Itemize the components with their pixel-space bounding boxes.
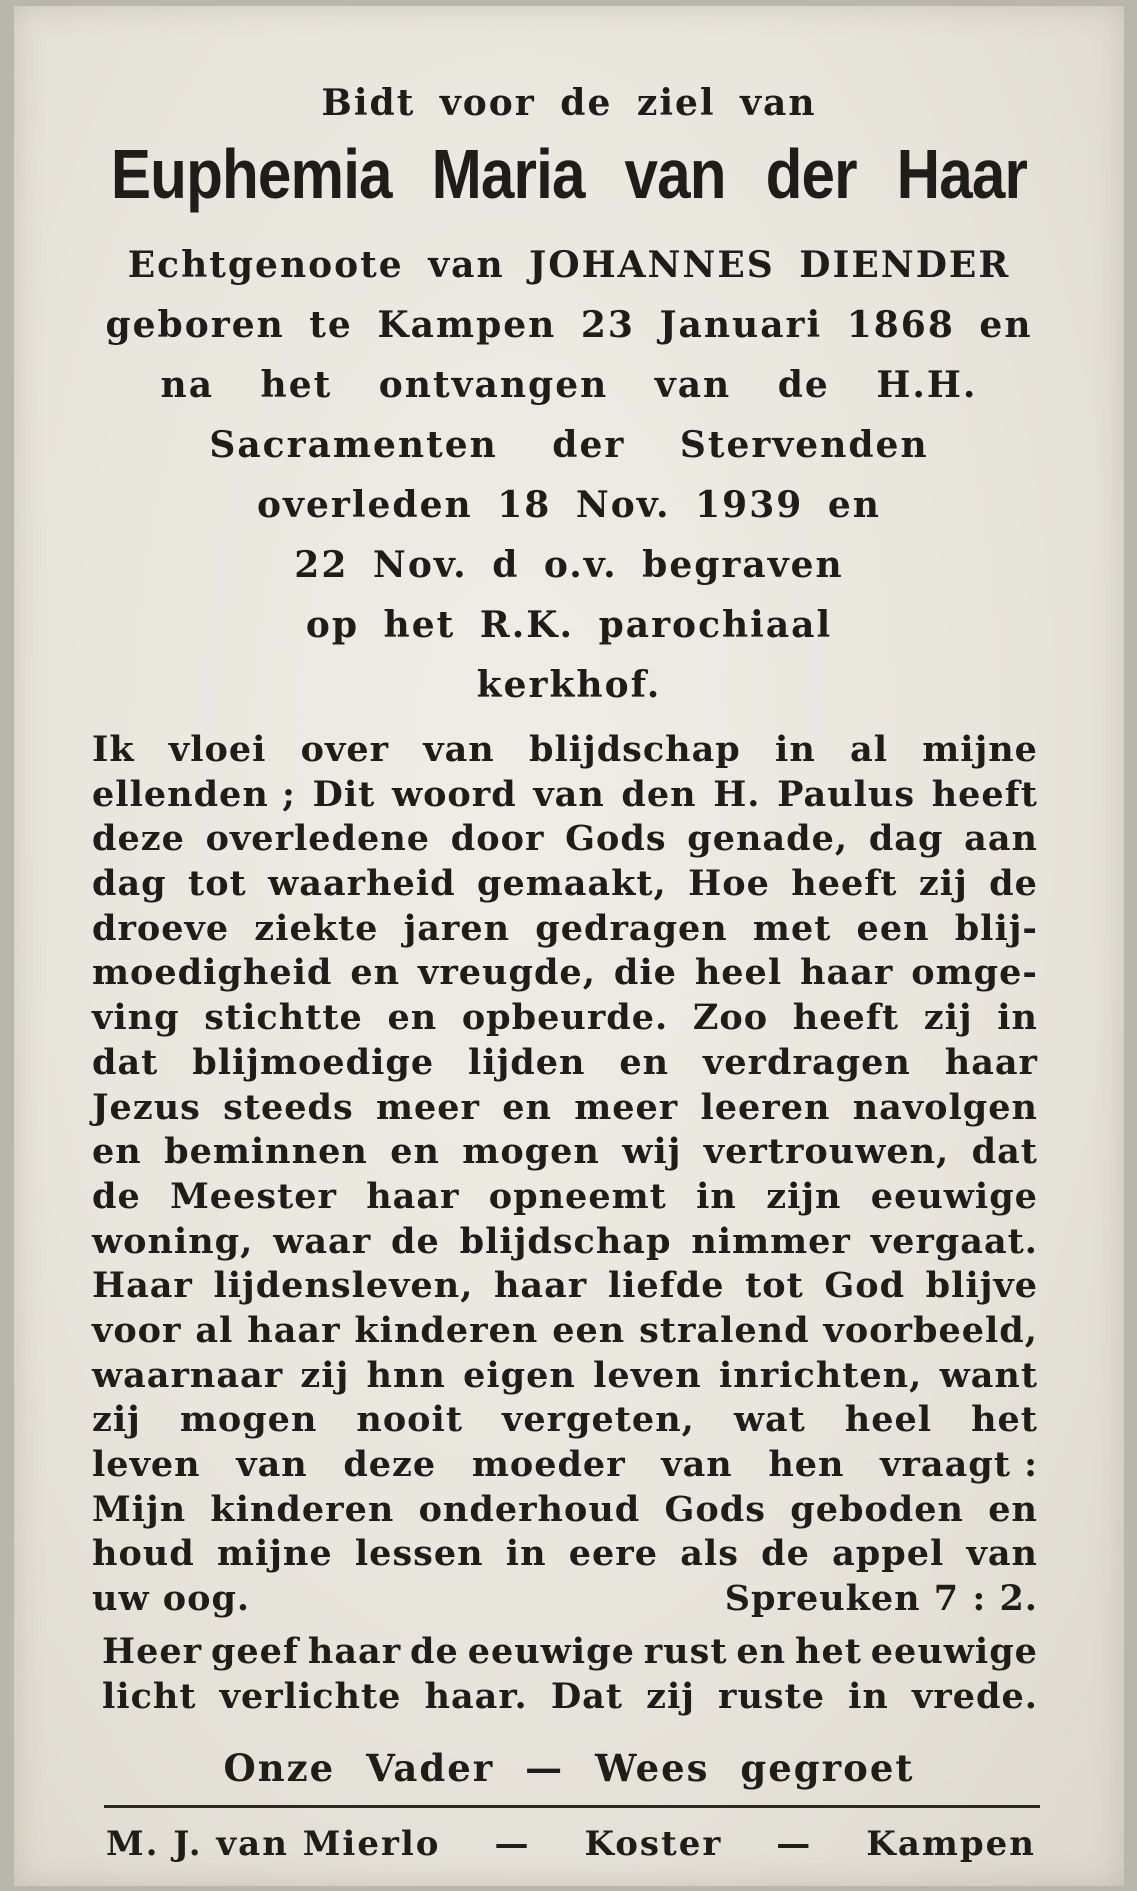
- text-word: liefde: [607, 1265, 725, 1307]
- text-word: de: [391, 1220, 440, 1262]
- text-word: blijve: [925, 1265, 1038, 1307]
- memorial-text: [92, 728, 1038, 1622]
- text-word: hnn: [366, 1354, 446, 1396]
- text-word: Hoe: [688, 863, 770, 905]
- footer-part: —: [776, 1824, 813, 1864]
- closing-word: eeuwige: [870, 1631, 1038, 1672]
- closing-word: ruste: [718, 1675, 826, 1717]
- text-word: en: [988, 1488, 1038, 1530]
- text-word: mijne: [922, 729, 1038, 770]
- text-word: opneemt: [488, 1175, 667, 1217]
- intro-line: Bidt voor de ziel van: [321, 82, 817, 124]
- text-word: in: [696, 1175, 737, 1217]
- text-word: heeft: [791, 863, 898, 905]
- closing-word: haar: [307, 1631, 402, 1672]
- text-word: gemaakt,: [477, 863, 667, 905]
- text-word: lijdensleven,: [213, 1265, 474, 1307]
- sacraments-line: Sacramenten der Stervenden: [209, 424, 929, 466]
- closing-word: vrede.: [911, 1675, 1038, 1717]
- closing-prayer: [102, 1630, 1038, 1719]
- text-line: [92, 1086, 1038, 1131]
- text-word: den: [621, 773, 697, 815]
- text-word: houd: [92, 1533, 195, 1575]
- text-word: blijdschap: [528, 729, 741, 770]
- closing-word: in: [848, 1675, 889, 1717]
- text-word: omge-: [911, 952, 1038, 994]
- footer: [106, 1824, 1036, 1864]
- text-word: Spreuken 7 : 2.: [724, 1578, 1038, 1620]
- text-word: over: [300, 729, 390, 770]
- text-line: [92, 1309, 1038, 1354]
- text-word: vergaat.: [870, 1220, 1038, 1262]
- closing-word: en: [736, 1631, 787, 1672]
- text-word: waar: [273, 1220, 372, 1262]
- closing-word: het: [795, 1631, 862, 1672]
- text-word: dag: [868, 818, 944, 860]
- text-word: inrichten,: [719, 1354, 923, 1396]
- text-word: Dit: [312, 773, 376, 815]
- text-word: vertrouwen,: [703, 1131, 950, 1173]
- text-line: [92, 862, 1038, 907]
- text-word: van: [423, 729, 495, 770]
- text-word: zijn: [766, 1175, 842, 1217]
- text-word: droeve: [92, 907, 230, 949]
- text-word: heel: [694, 952, 783, 994]
- text-word: nooit: [356, 1399, 463, 1441]
- footer-part: —: [494, 1824, 531, 1864]
- text-word: deze: [343, 1444, 437, 1485]
- text-word: hen: [768, 1444, 845, 1485]
- text-word: woning,: [92, 1220, 254, 1262]
- text-word: meer: [574, 1086, 679, 1128]
- footer-part: M. J. van Mierlo: [106, 1824, 441, 1864]
- text-word: mijne: [216, 1533, 333, 1575]
- text-word: Gods: [565, 818, 667, 860]
- text-word: waarnaar: [92, 1354, 284, 1396]
- text-word: de: [92, 1175, 141, 1217]
- text-word: haar: [247, 1309, 341, 1351]
- text-word: ziekte: [254, 907, 379, 949]
- text-word: Haar: [92, 1265, 193, 1307]
- text-word: dat: [92, 1041, 159, 1083]
- text-line: [92, 817, 1038, 862]
- text-word: meer: [375, 1086, 480, 1128]
- text-word: voorbeeld,: [823, 1309, 1038, 1351]
- text-word: geboden: [790, 1488, 964, 1530]
- text-word: God: [824, 1265, 906, 1307]
- text-line: [92, 1175, 1038, 1220]
- text-line: [92, 1488, 1038, 1533]
- text-word: vergeten,: [501, 1399, 695, 1441]
- closing-word: haar.: [424, 1675, 528, 1717]
- closing-line: [102, 1630, 1038, 1675]
- text-word: onderhoud: [418, 1488, 641, 1530]
- text-line: [92, 773, 1038, 818]
- closing-word: Heer: [102, 1631, 203, 1672]
- text-word: van: [533, 773, 605, 815]
- closing-word: geef: [210, 1631, 300, 1672]
- text-word: eigen: [463, 1354, 576, 1396]
- closing-word: rust: [643, 1631, 728, 1672]
- text-word: ving: [92, 997, 180, 1039]
- text-word: aan: [964, 818, 1038, 860]
- text-word: mogen: [462, 1131, 600, 1173]
- text-word: het: [971, 1399, 1038, 1441]
- text-line: [92, 1398, 1038, 1443]
- text-word: navolgen: [852, 1086, 1038, 1128]
- text-word: kinderen: [354, 1309, 539, 1351]
- text-word: zij: [92, 1399, 141, 1441]
- text-word: heeft: [792, 997, 900, 1039]
- text-word: van: [966, 1533, 1038, 1575]
- text-line: [92, 1577, 1038, 1622]
- text-word: gedragen: [535, 907, 728, 949]
- text-word: de: [989, 863, 1038, 905]
- text-word: waarheid: [268, 863, 456, 905]
- text-word: en: [387, 997, 438, 1039]
- text-word: die: [613, 952, 677, 994]
- text-word: stichtte: [204, 997, 363, 1039]
- text-word: steeds: [223, 1086, 354, 1128]
- text-word: dag: [92, 863, 167, 905]
- text-word: en: [92, 1131, 142, 1173]
- text-word: tot: [188, 863, 247, 905]
- text-word: eeuwige: [870, 1175, 1038, 1217]
- text-word: ellenden ;: [92, 773, 296, 815]
- footer-part: Kampen: [866, 1824, 1036, 1864]
- closing-word: licht: [102, 1675, 197, 1717]
- text-word: moedigheid: [92, 952, 333, 994]
- text-word: kinderen: [210, 1488, 395, 1530]
- text-word: de: [761, 1533, 810, 1575]
- received-line: na het ontvangen van de H.H.: [160, 364, 978, 406]
- text-word: vloei: [168, 729, 267, 770]
- place-line: op het R.K. parochiaal: [305, 604, 833, 646]
- text-word: en: [619, 1041, 670, 1083]
- text-word: heel: [844, 1399, 933, 1441]
- text-word: moeder: [471, 1444, 626, 1485]
- text-word: en: [502, 1086, 552, 1128]
- text-word: Paulus: [777, 773, 916, 815]
- closing-line: [102, 1675, 1038, 1720]
- divider-rule: [104, 1805, 1040, 1808]
- spouse-line: Echtgenoote van JOHANNES DIENDER: [127, 244, 1011, 286]
- text-word: van: [236, 1444, 308, 1485]
- text-word: blij-: [954, 907, 1038, 949]
- text-word: verdragen: [703, 1041, 911, 1083]
- text-word: haar: [493, 1265, 588, 1307]
- text-word: in: [997, 997, 1038, 1039]
- text-word: al: [850, 729, 888, 770]
- text-word: een: [552, 1309, 626, 1351]
- text-word: jaren: [403, 907, 511, 949]
- text-word: nimmer: [691, 1220, 851, 1262]
- text-word: voor: [92, 1309, 182, 1351]
- text-word: een: [856, 907, 930, 949]
- text-word: wij: [622, 1131, 682, 1173]
- text-word: zij: [300, 1354, 350, 1396]
- text-word: overledene: [205, 818, 431, 860]
- text-word: deze: [92, 818, 185, 860]
- text-word: en: [350, 952, 401, 994]
- text-word: H.: [713, 773, 761, 815]
- memorial-card: [14, 6, 1124, 1886]
- text-word: lessen: [354, 1533, 484, 1575]
- text-word: van: [661, 1444, 733, 1485]
- text-line: [92, 1041, 1038, 1086]
- text-word: Zoo: [692, 997, 769, 1039]
- birth-line: geboren te Kampen 23 Januari 1868 en: [105, 304, 1033, 346]
- text-word: mogen: [179, 1399, 318, 1441]
- deceased-name: Euphemia Maria van der Haar: [110, 135, 1028, 213]
- text-word: leeren: [700, 1086, 831, 1128]
- text-word: haar: [800, 952, 894, 994]
- text-line: [92, 1443, 1038, 1488]
- text-word: in: [505, 1533, 547, 1575]
- text-word: al: [195, 1309, 234, 1351]
- text-word: stralend: [639, 1309, 810, 1351]
- text-word: wat: [733, 1399, 806, 1441]
- prayers-line: Onze Vader — Wees gegroet: [223, 1746, 915, 1790]
- text-word: woord: [391, 773, 517, 815]
- text-word: want: [939, 1354, 1038, 1396]
- text-line: [92, 1130, 1038, 1175]
- text-line: [92, 1264, 1038, 1309]
- text-line: [92, 1354, 1038, 1399]
- text-word: leven: [92, 1444, 201, 1485]
- death-line: overleden 18 Nov. 1939 en: [257, 484, 881, 526]
- place-line-2: kerkhof.: [476, 664, 662, 706]
- text-word: lijden: [468, 1041, 586, 1083]
- text-word: appel: [832, 1533, 945, 1575]
- text-line: [92, 907, 1038, 952]
- text-word: leven: [593, 1354, 702, 1396]
- text-line: [92, 1220, 1038, 1265]
- text-word: uw oog.: [92, 1578, 251, 1620]
- text-word: opbeurde.: [461, 997, 669, 1039]
- text-word: beminnen: [164, 1131, 368, 1173]
- text-word: Gods: [664, 1488, 766, 1530]
- text-word: haar: [944, 1041, 1038, 1083]
- text-word: door: [450, 818, 545, 860]
- text-word: haar: [366, 1175, 460, 1217]
- text-line: [92, 1532, 1038, 1577]
- text-word: zij: [923, 997, 973, 1039]
- burial-line: 22 Nov. d o.v. begraven: [294, 544, 844, 586]
- text-word: Ik: [92, 729, 135, 770]
- closing-word: eeuwige: [467, 1631, 635, 1672]
- text-word: Jezus: [92, 1086, 201, 1128]
- closing-word: de: [410, 1631, 459, 1672]
- text-word: eere: [568, 1533, 659, 1575]
- text-word: met: [752, 907, 832, 949]
- text-word: als: [680, 1533, 739, 1575]
- text-word: heeft: [931, 773, 1038, 815]
- closing-word: verlichte: [219, 1675, 402, 1717]
- text-line: [92, 728, 1038, 773]
- closing-word: Dat: [550, 1675, 624, 1717]
- text-word: blijdschap: [459, 1220, 672, 1262]
- text-word: tot: [745, 1265, 804, 1307]
- text-word: blijmoedige: [192, 1041, 435, 1083]
- closing-word: zij: [646, 1675, 695, 1717]
- text-word: dat: [971, 1131, 1038, 1173]
- text-word: zij: [918, 863, 968, 905]
- footer-part: Koster: [584, 1824, 723, 1864]
- text-line: [92, 951, 1038, 996]
- text-word: en: [390, 1131, 440, 1173]
- text-word: Mijn: [92, 1488, 187, 1530]
- text-word: Meester: [170, 1175, 337, 1217]
- text-line: [92, 996, 1038, 1041]
- text-word: vreugde,: [418, 952, 596, 994]
- text-word: genade,: [687, 818, 849, 860]
- text-word: in: [775, 729, 816, 770]
- text-word: vraagt :: [880, 1444, 1038, 1485]
